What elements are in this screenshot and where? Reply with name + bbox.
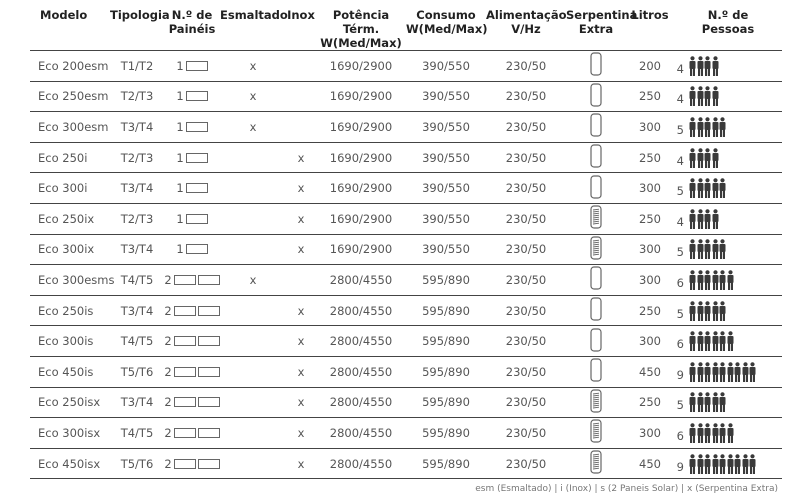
cell-pessoas <box>674 142 782 173</box>
cell-tipologia: T3/T4 <box>120 395 154 410</box>
person-icons <box>689 178 726 198</box>
cell-alimentacao: 230/50 <box>505 272 547 287</box>
cell-paineis <box>164 203 220 234</box>
cell-paineis-count: 2 <box>164 364 172 379</box>
cell-pessoas-count: 6 <box>676 337 684 352</box>
tank-icon <box>590 358 602 385</box>
cell-paineis <box>164 265 220 296</box>
cell-esmaltado: x <box>249 58 257 73</box>
spec-table <box>30 8 782 479</box>
cell-pessoas-count: 4 <box>676 61 684 76</box>
tank-coil-icon <box>590 419 602 446</box>
person-icons <box>689 331 734 351</box>
header-pessoas-line2: Pessoas <box>701 22 755 36</box>
person-icons <box>689 239 726 259</box>
cell-modelo: Eco 300esm <box>38 119 109 134</box>
header-alimentacao <box>486 8 566 51</box>
solar-panel-icon <box>198 367 220 377</box>
header-inox: Inox <box>287 8 315 22</box>
cell-modelo: Eco 300ix <box>38 242 95 257</box>
solar-panel-icon <box>174 428 196 438</box>
cell-pessoas <box>674 51 782 82</box>
cell-inox <box>286 265 316 296</box>
cell-inox: x <box>297 456 305 471</box>
cell-modelo: Eco 300i <box>38 181 88 196</box>
table-row <box>30 142 782 173</box>
person-icons <box>689 148 719 168</box>
cell-modelo: Eco 250ix <box>38 211 95 226</box>
cell-litros: 250 <box>639 211 661 226</box>
cell-pessoas <box>674 326 782 357</box>
cell-esmaltado <box>220 142 286 173</box>
cell-pessoas <box>674 448 782 479</box>
cell-esmaltado <box>220 234 286 265</box>
cell-inox: x <box>297 425 305 440</box>
table-row <box>30 265 782 296</box>
cell-paineis-count: 1 <box>176 211 184 226</box>
cell-tipologia: T3/T4 <box>120 181 154 196</box>
cell-serpentina <box>566 173 626 204</box>
header-serpentina-line1: Serpentina <box>566 8 638 22</box>
tank-icon <box>590 297 602 324</box>
cell-inox: x <box>297 181 305 196</box>
cell-paineis <box>164 448 220 479</box>
tank-coil-icon <box>590 236 602 263</box>
cell-paineis <box>164 51 220 82</box>
tank-icon <box>590 52 602 79</box>
cell-tipologia: T4/T5 <box>120 425 154 440</box>
cell-litros: 300 <box>639 181 661 196</box>
tank-coil-icon <box>590 205 602 232</box>
cell-litros: 250 <box>639 303 661 318</box>
cell-esmaltado <box>220 295 286 326</box>
cell-serpentina <box>566 265 626 296</box>
cell-paineis-count: 1 <box>176 89 184 104</box>
cell-litros: 250 <box>639 395 661 410</box>
cell-consumo: 390/550 <box>422 58 470 73</box>
cell-serpentina <box>566 203 626 234</box>
cell-potencia: 2800/4550 <box>329 364 393 379</box>
cell-tipologia: T4/T5 <box>120 334 154 349</box>
table-row <box>30 81 782 112</box>
cell-alimentacao: 230/50 <box>505 334 547 349</box>
cell-consumo: 390/550 <box>422 242 470 257</box>
header-consumo-line1: Consumo <box>416 8 476 22</box>
solar-panel-icon <box>186 61 208 71</box>
cell-tipologia: T2/T3 <box>120 89 154 104</box>
cell-tipologia: T5/T6 <box>120 364 154 379</box>
solar-panel-icon <box>186 122 208 132</box>
header-potencia <box>316 8 406 51</box>
person-icons <box>689 362 756 382</box>
header-alimentacao-line1: Alimentação <box>486 8 567 22</box>
cell-consumo: 595/890 <box>422 456 470 471</box>
solar-panel-icon <box>174 336 196 346</box>
cell-modelo: Eco 300is <box>38 334 94 349</box>
table-row <box>30 326 782 357</box>
cell-consumo: 390/550 <box>422 89 470 104</box>
cell-tipologia: T2/T3 <box>120 211 154 226</box>
table-row <box>30 51 782 82</box>
tank-icon <box>590 266 602 293</box>
cell-pessoas-count: 9 <box>676 459 684 474</box>
cell-pessoas-count: 4 <box>676 92 684 107</box>
header-serpentina-line2: Extra <box>578 22 614 36</box>
person-icons <box>689 56 719 76</box>
cell-paineis <box>164 81 220 112</box>
cell-potencia: 2800/4550 <box>329 395 393 410</box>
cell-pessoas-count: 9 <box>676 367 684 382</box>
cell-esmaltado <box>220 387 286 418</box>
header-tipologia: Tipologia <box>110 8 170 22</box>
cell-consumo: 390/550 <box>422 211 470 226</box>
cell-esmaltado: x <box>249 89 257 104</box>
cell-paineis <box>164 295 220 326</box>
cell-alimentacao: 230/50 <box>505 89 547 104</box>
tank-icon <box>590 83 602 110</box>
header-consumo-line2: W(Med/Max) <box>406 22 488 36</box>
cell-tipologia: T3/T4 <box>120 119 154 134</box>
solar-panel-icon <box>174 367 196 377</box>
solar-panel-icon <box>198 306 220 316</box>
cell-serpentina <box>566 142 626 173</box>
solar-panel-icon <box>198 428 220 438</box>
header-modelo: Modelo <box>40 8 88 22</box>
cell-serpentina <box>566 81 626 112</box>
cell-modelo: Eco 300esms <box>38 272 115 287</box>
legend-footnote: esm (Esmaltado) | i (Inox) | s (2 Paneis Solar) | x (Serpentina Extra) <box>475 484 778 494</box>
cell-consumo: 390/550 <box>422 119 470 134</box>
tank-coil-icon <box>590 450 602 477</box>
cell-modelo: Eco 450isx <box>38 456 101 471</box>
cell-inox: x <box>297 242 305 257</box>
solar-panel-icon <box>186 214 208 224</box>
cell-alimentacao: 230/50 <box>505 58 547 73</box>
cell-esmaltado <box>220 326 286 357</box>
cell-consumo: 595/890 <box>422 303 470 318</box>
cell-litros: 300 <box>639 272 661 287</box>
cell-tipologia: T4/T5 <box>120 272 154 287</box>
cell-serpentina <box>566 387 626 418</box>
header-alimentacao-line2: V/Hz <box>511 22 541 36</box>
cell-modelo: Eco 200esm <box>38 58 109 73</box>
cell-paineis <box>164 326 220 357</box>
cell-alimentacao: 230/50 <box>505 364 547 379</box>
cell-pessoas <box>674 234 782 265</box>
cell-paineis <box>164 142 220 173</box>
cell-litros: 450 <box>639 364 661 379</box>
cell-paineis-count: 2 <box>164 272 172 287</box>
cell-consumo: 595/890 <box>422 425 470 440</box>
cell-inox: x <box>297 364 305 379</box>
solar-panel-icon <box>186 153 208 163</box>
cell-esmaltado: x <box>249 119 257 134</box>
cell-paineis <box>164 234 220 265</box>
cell-pessoas <box>674 203 782 234</box>
cell-tipologia: T5/T6 <box>120 456 154 471</box>
header-potencia-line1: Potência Térm. <box>332 8 390 36</box>
cell-paineis-count: 2 <box>164 456 172 471</box>
header-paineis-line2: Painéis <box>168 22 216 36</box>
cell-serpentina <box>566 112 626 143</box>
cell-paineis <box>164 173 220 204</box>
cell-esmaltado <box>220 356 286 387</box>
solar-panel-icon <box>198 397 220 407</box>
tank-icon <box>590 144 602 171</box>
cell-esmaltado <box>220 448 286 479</box>
table-row <box>30 234 782 265</box>
cell-serpentina <box>566 234 626 265</box>
cell-consumo: 390/550 <box>422 181 470 196</box>
cell-potencia: 2800/4550 <box>329 456 393 471</box>
cell-potencia: 1690/2900 <box>329 119 393 134</box>
cell-alimentacao: 230/50 <box>505 456 547 471</box>
table-row <box>30 418 782 449</box>
cell-inox: x <box>297 334 305 349</box>
cell-potencia: 2800/4550 <box>329 334 393 349</box>
cell-paineis <box>164 356 220 387</box>
cell-inox <box>286 112 316 143</box>
solar-panel-icon <box>198 459 220 469</box>
table-row <box>30 448 782 479</box>
cell-alimentacao: 230/50 <box>505 181 547 196</box>
cell-serpentina <box>566 326 626 357</box>
solar-panel-icon <box>198 275 220 285</box>
cell-consumo: 595/890 <box>422 395 470 410</box>
cell-pessoas-count: 4 <box>676 153 684 168</box>
header-row <box>30 8 782 51</box>
cell-paineis-count: 1 <box>176 181 184 196</box>
cell-serpentina <box>566 356 626 387</box>
cell-litros: 300 <box>639 425 661 440</box>
cell-litros: 250 <box>639 89 661 104</box>
person-icons <box>689 392 726 412</box>
cell-alimentacao: 230/50 <box>505 395 547 410</box>
cell-modelo: Eco 450is <box>38 364 94 379</box>
cell-tipologia: T1/T2 <box>120 58 154 73</box>
cell-paineis-count: 2 <box>164 334 172 349</box>
cell-pessoas <box>674 112 782 143</box>
solar-panel-icon <box>174 459 196 469</box>
cell-litros: 450 <box>639 456 661 471</box>
header-litros: Litros <box>631 8 669 22</box>
cell-pessoas <box>674 81 782 112</box>
tank-icon <box>590 328 602 355</box>
cell-pessoas <box>674 295 782 326</box>
solar-panel-icon <box>186 183 208 193</box>
cell-litros: 300 <box>639 242 661 257</box>
cell-pessoas <box>674 173 782 204</box>
solar-panel-icon <box>198 336 220 346</box>
header-pessoas-line1: N.º de <box>707 8 749 22</box>
cell-paineis-count: 1 <box>176 150 184 165</box>
cell-tipologia: T3/T4 <box>120 303 154 318</box>
person-icons <box>689 423 734 443</box>
cell-inox <box>286 51 316 82</box>
cell-paineis-count: 2 <box>164 303 172 318</box>
cell-pessoas <box>674 265 782 296</box>
cell-paineis-count: 2 <box>164 425 172 440</box>
tank-coil-icon <box>590 389 602 416</box>
solar-panel-icon <box>174 397 196 407</box>
person-icons <box>689 117 726 137</box>
person-icons <box>689 209 719 229</box>
cell-modelo: Eco 250isx <box>38 395 101 410</box>
cell-alimentacao: 230/50 <box>505 425 547 440</box>
table-row <box>30 387 782 418</box>
cell-pessoas-count: 6 <box>676 275 684 290</box>
cell-potencia: 1690/2900 <box>329 211 393 226</box>
cell-alimentacao: 230/50 <box>505 150 547 165</box>
solar-panel-icon <box>174 275 196 285</box>
cell-consumo: 595/890 <box>422 334 470 349</box>
person-icons <box>689 454 756 474</box>
cell-alimentacao: 230/50 <box>505 119 547 134</box>
table-row <box>30 203 782 234</box>
cell-litros: 300 <box>639 334 661 349</box>
cell-serpentina <box>566 295 626 326</box>
cell-pessoas <box>674 418 782 449</box>
header-paineis-line1: N.º de <box>171 8 213 22</box>
tank-icon <box>590 175 602 202</box>
cell-potencia: 1690/2900 <box>329 150 393 165</box>
table-row <box>30 112 782 143</box>
header-esmaltado: Esmaltado <box>220 8 288 22</box>
cell-serpentina <box>566 51 626 82</box>
cell-esmaltado <box>220 173 286 204</box>
header-serpentina <box>566 8 638 51</box>
cell-tipologia: T3/T4 <box>120 242 154 257</box>
cell-litros: 200 <box>639 58 661 73</box>
cell-pessoas-count: 6 <box>676 428 684 443</box>
solar-panel-icon <box>174 306 196 316</box>
table-body <box>30 51 782 479</box>
cell-potencia: 2800/4550 <box>329 272 393 287</box>
cell-paineis-count: 1 <box>176 58 184 73</box>
person-icons <box>689 270 734 290</box>
cell-pessoas-count: 5 <box>676 184 684 199</box>
cell-esmaltado: x <box>249 272 257 287</box>
cell-potencia: 1690/2900 <box>329 242 393 257</box>
cell-pessoas-count: 5 <box>676 245 684 260</box>
cell-tipologia: T2/T3 <box>120 150 154 165</box>
person-icons <box>689 301 726 321</box>
cell-inox: x <box>297 150 305 165</box>
cell-potencia: 1690/2900 <box>329 89 393 104</box>
header-paineis <box>164 8 220 51</box>
cell-esmaltado <box>220 418 286 449</box>
cell-modelo: Eco 250esm <box>38 89 109 104</box>
cell-pessoas-count: 5 <box>676 306 684 321</box>
cell-serpentina <box>566 418 626 449</box>
cell-modelo: Eco 250i <box>38 150 88 165</box>
cell-pessoas <box>674 356 782 387</box>
tank-icon <box>590 113 602 140</box>
cell-modelo: Eco 250is <box>38 303 94 318</box>
cell-modelo: Eco 300isx <box>38 425 101 440</box>
cell-inox: x <box>297 395 305 410</box>
table-row <box>30 356 782 387</box>
cell-potencia: 2800/4550 <box>329 303 393 318</box>
header-potencia-line2: W(Med/Max) <box>320 36 402 50</box>
cell-litros: 300 <box>639 119 661 134</box>
cell-paineis-count: 1 <box>176 119 184 134</box>
cell-serpentina <box>566 448 626 479</box>
cell-esmaltado <box>220 203 286 234</box>
cell-pessoas-count: 5 <box>676 122 684 137</box>
header-pessoas <box>674 8 782 51</box>
cell-potencia: 1690/2900 <box>329 181 393 196</box>
cell-inox: x <box>297 303 305 318</box>
solar-panel-icon <box>186 91 208 101</box>
cell-inox <box>286 81 316 112</box>
cell-consumo: 595/890 <box>422 364 470 379</box>
table-row <box>30 295 782 326</box>
cell-potencia: 2800/4550 <box>329 425 393 440</box>
cell-paineis-count: 1 <box>176 242 184 257</box>
cell-paineis <box>164 387 220 418</box>
solar-panel-icon <box>186 244 208 254</box>
cell-paineis-count: 2 <box>164 395 172 410</box>
cell-paineis <box>164 418 220 449</box>
cell-consumo: 390/550 <box>422 150 470 165</box>
cell-inox: x <box>297 211 305 226</box>
person-icons <box>689 86 719 106</box>
cell-alimentacao: 230/50 <box>505 211 547 226</box>
cell-pessoas-count: 5 <box>676 398 684 413</box>
cell-consumo: 595/890 <box>422 272 470 287</box>
header-consumo <box>406 8 486 51</box>
cell-pessoas-count: 4 <box>676 214 684 229</box>
cell-potencia: 1690/2900 <box>329 58 393 73</box>
cell-paineis <box>164 112 220 143</box>
cell-litros: 250 <box>639 150 661 165</box>
cell-pessoas <box>674 387 782 418</box>
cell-alimentacao: 230/50 <box>505 242 547 257</box>
cell-alimentacao: 230/50 <box>505 303 547 318</box>
table-row <box>30 173 782 204</box>
